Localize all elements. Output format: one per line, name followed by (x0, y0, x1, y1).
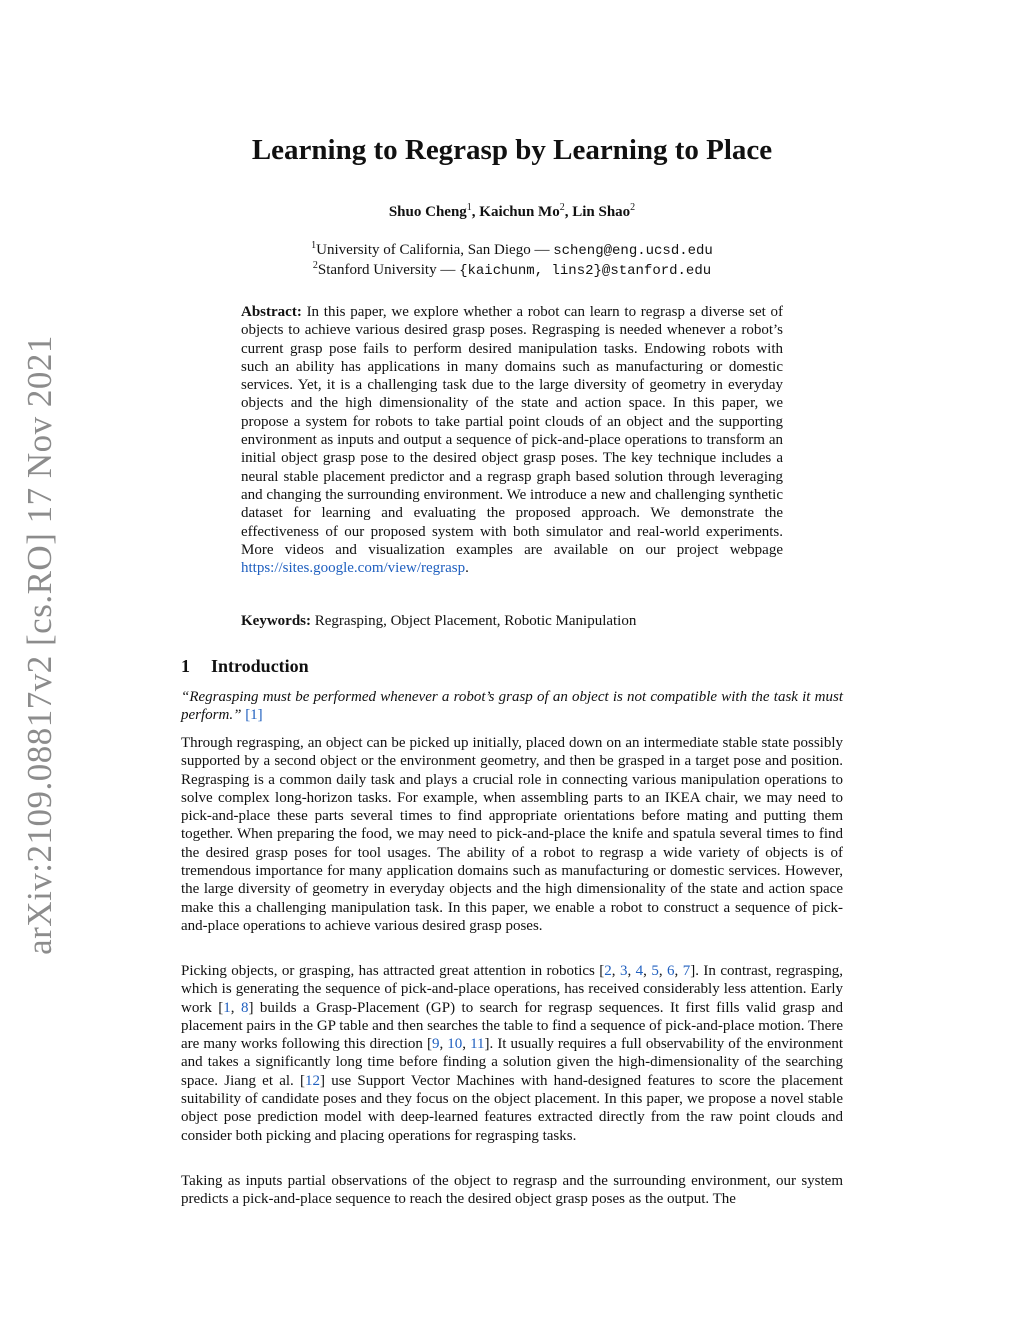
abstract-end: . (465, 560, 469, 577)
epigraph-quote (181, 688, 843, 725)
keywords-text: Regrasping, Object Placement, Robotic Manipulation (314, 613, 637, 629)
section-number: 1 (181, 656, 190, 676)
citation-link[interactable]: 2 (604, 963, 612, 979)
keywords-label: Keywords: (241, 613, 311, 629)
paragraph-text: ] builds a Grasp-Placement (GP) to search for regrasp sequences. It first fills valid grasp and placement pairs in the GP table and then searches the table to find a sequence of pick-and-place motion. There are many works following this direction [ (181, 999, 844, 1053)
affil-email: {kaichunm, lins2}@stanford.edu (459, 263, 712, 279)
citation-link[interactable]: 10 (447, 1036, 463, 1053)
abstract-text: In this paper, we explore whether a robot can learn to regrasp a diverse set of objects to achieve various desired grasp poses. Regrasping is needed whenever a robot’s current grasp pose fails to perform desired manipulation tasks. Endowing robots with such an ability has applications in many domains such as manufacturing or domestic services. Yet, it is a challenging task due to the large diversity of geometry in everyday objects and the high dimensionality of the state and action space. In this paper, we propose a system for robots to take partial point clouds of an object and the supporting environment as inputs and output a sequence of pick-and-place operations to transform an initial object grasp pose to the desired object grasp poses. The key technique includes a neural stable placement predictor and a regrasp graph based solution through leveraging and changing the surrounding environment. We introduce a new and challenging synthetic dataset for learning and evaluating the proposed approach. We demonstrate the effectiveness of our proposed system with both simulator and real-world experiments. More videos and visualization examples are available on our project webpage (241, 304, 783, 558)
arxiv-side-stamp (20, 335, 60, 955)
keywords (241, 613, 783, 630)
paragraph-text: Picking objects, or grasping, has attracted great attention in robotics [ (181, 963, 605, 979)
citation-link[interactable]: [1] (245, 707, 263, 724)
author-affil-marker: 2 (559, 202, 565, 213)
citation-link[interactable]: 12 (305, 1072, 320, 1089)
citation-link[interactable]: 4 (635, 963, 644, 979)
citation-link[interactable]: 3 (619, 963, 628, 979)
author-name: Shuo Cheng (388, 204, 467, 220)
citation-link[interactable]: 5 (651, 963, 659, 979)
paper-title: Learning to Regrasp by Learning to Place (251, 134, 773, 166)
citation-link[interactable]: 7 (682, 963, 691, 979)
citation-link[interactable]: 1 (223, 999, 231, 1016)
project-webpage-link[interactable]: https://sites.google.com/view/regrasp (241, 560, 466, 577)
author-affil-marker: 1 (466, 202, 472, 213)
quote-text: “Regrasping must be performed whenever a robot’s grasp of an object is not compatible with the task it must perform.” (181, 689, 843, 724)
intro-paragraph-1: Through regrasping, an object can be picked up initially, placed down on an intermediate stable state possibly supported by a second object or the environment geometry, and then be grasped in a target pose and position. Regrasping is a common daily task and plays a crucial role in connecting various manipulation operations to solve complex long-horizon tasks. For example, when assembling parts to an IKEA chair, we may need to pick-and-place these parts several times to find appropriate orientations before mating and putting them together. When preparing the food, we may need to pick-and-place the knife and spatula several times to find the desired grasp poses for tool usages. The ability of a robot to regrasp a wide variety of objects is of tremendous importance for many application domains such as manufacturing or domestic services. However, the large diversity of geometry in everyday objects and the high dimensionality of the state and action space make this a challenging manipulation task. In this paper, we enable a robot to construct a sequence of pick-and-place operations to achieve various desired grasp poses. (181, 735, 843, 934)
citation-link[interactable]: 8 (240, 999, 249, 1016)
citation-link[interactable]: 9 (431, 1036, 440, 1053)
citation-link[interactable]: 6 (667, 963, 675, 979)
author-name: Kaichun Mo (479, 204, 560, 220)
affil-marker: 1 (311, 240, 317, 251)
affil-text: University of California, San Diego — (316, 242, 554, 258)
arxiv-identifier: arXiv:2109.08817v2 [cs.RO] 17 Nov 2021 (20, 335, 59, 955)
author-affil-marker: 2 (630, 202, 636, 213)
affil-marker: 2 (312, 260, 318, 271)
affiliation-line (0, 240, 1024, 259)
abstract (241, 303, 783, 577)
section-heading-introduction (181, 656, 309, 677)
intro-paragraph-2: Picking objects, or grasping, has attracted great attention in robotics [2, 3, 4, 5, 6, 7]. In contrast, regrasping, which is generating the sequence of pick-and-place operations, has received considerably less attention. Early work [1, 8] builds a Grasp-Placement (GP) to search for regrasp sequences. It first fills valid grasp and placement pairs in the GP table and then searches the table to find a sequence of pick-and-place motion. There are many works following this direction [9, 10, 11]. It usually requires a full observability of the environment and takes a significantly long time before finding a solution given the high-dimensionality of the searching space. Jiang et al. [12] use Support Vector Machines with hand-designed features to score the placement suitability of candidate poses and they focus on the object placement. In this paper, we propose a novel stable object pose prediction model with deep-learned features extracted directly from the raw point clouds and consider both picking and placing operations for regrasping tasks. (181, 963, 844, 1144)
affil-text: Stanford University — (317, 262, 460, 278)
paragraph-text: ] use Support Vector Machines with hand-designed features to score the placement suitability of candidate poses and they focus on the object placement. In this paper, we propose a novel stable object pose prediction model with deep-learned features extracted directly from the raw point clouds and consider both picking and placing operations for regrasping tasks. (181, 1072, 843, 1144)
citation-link[interactable]: 11 (470, 1036, 485, 1053)
author-list: Shuo Cheng$^1$, Kaichun Mo$^2$, Lin Shao$^2$ (388, 202, 636, 220)
affiliation-line (0, 260, 1024, 279)
paragraph-text: ]. In contrast, regrasping, which is generating the sequence of pick-and-place operations, has received considerably less attention. Early work [ (181, 963, 844, 1016)
paragraph-text: ]. It usually requires a full observability of the environment and takes a significantly long time before finding a solution given the high-dimensionality of the searching space. Jiang et al. [ (181, 1036, 843, 1089)
intro-paragraph-3: Taking as inputs partial observations of the object to regrasp and the surrounding environment, our system predicts a pick-and-place sequence to reach the desired object grasp poses as the output. The (181, 1173, 843, 1208)
abstract-label: Abstract: (241, 304, 302, 320)
affil-email: scheng@eng.ucsd.edu (553, 243, 713, 259)
section-title: Introduction (211, 656, 309, 676)
author-name: Lin Shao (572, 204, 631, 220)
